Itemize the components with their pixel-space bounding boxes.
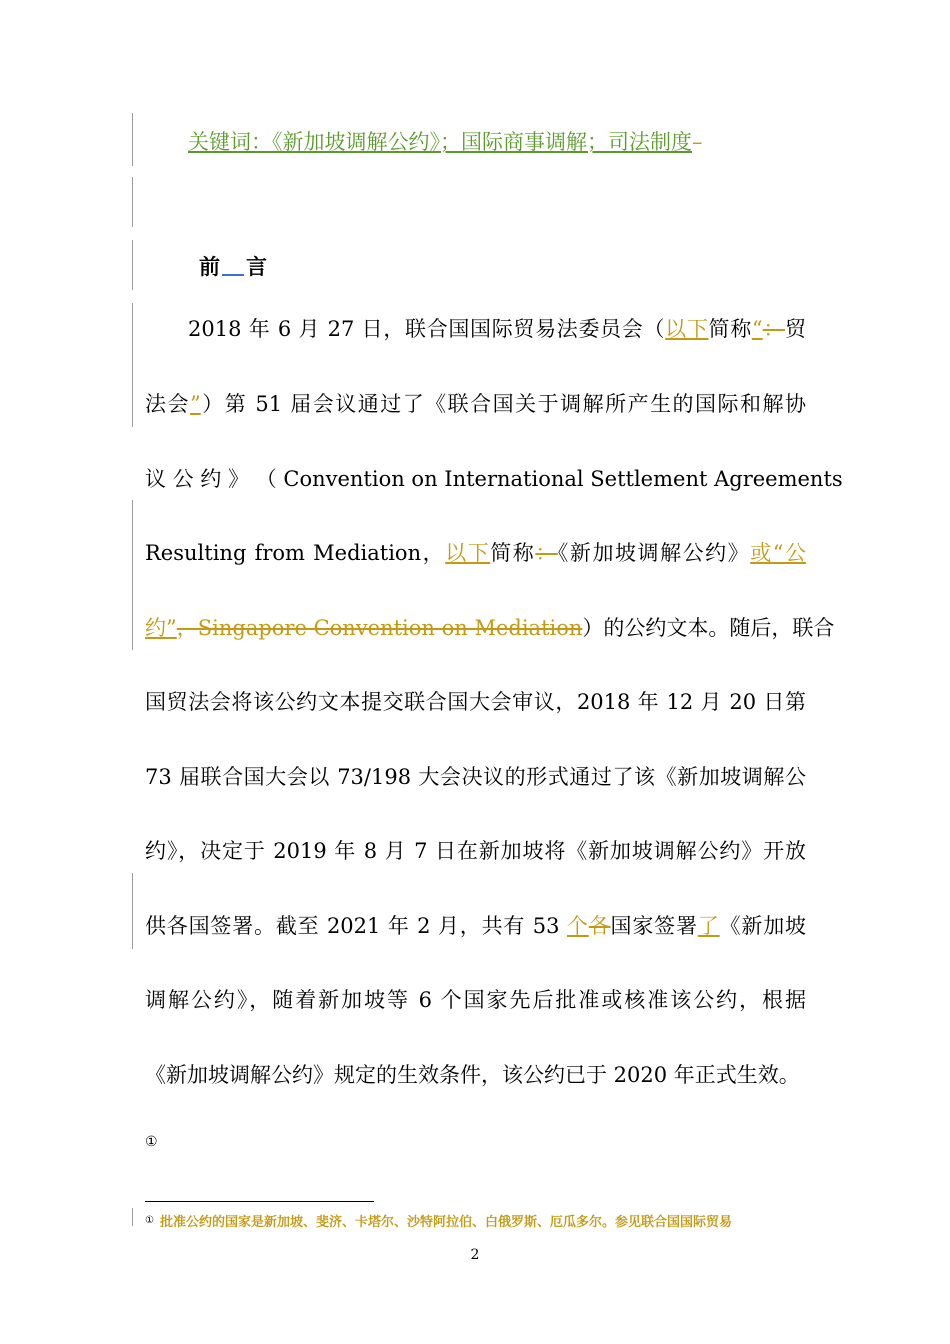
para-line-11: [145, 1061, 825, 1089]
para-line-9: [145, 912, 806, 940]
page-number: 2: [470, 1247, 480, 1263]
para-line-7: [145, 763, 806, 791]
change-bar: [132, 303, 133, 427]
insertion: ”: [189, 392, 201, 416]
change-bar: [132, 177, 133, 227]
para-line-3: [145, 465, 843, 493]
text-run: 调解公约》，随着新加坡等 6 个国家先后批准或核准该公约，根据: [145, 988, 806, 1012]
footnote: [145, 1212, 732, 1232]
footnote-text: 批准公约的国家是新加坡、斐济、卡塔尔、沙特阿拉伯、白俄罗斯、厄瓜多尔。参见联合国国际贸易: [159, 1215, 732, 1230]
para-line-6: [145, 688, 806, 716]
text-run: 法会: [145, 392, 190, 416]
heading-gap-mark: [222, 254, 244, 276]
heading-char-2: 言: [246, 254, 267, 279]
change-bar: [132, 1208, 133, 1226]
deletion: ，Singapore Convention on Mediation: [176, 616, 583, 640]
text-run: 简称: [708, 317, 752, 341]
para-line-10: [145, 986, 806, 1014]
keywords-line: [188, 128, 849, 156]
para-line-2: [145, 390, 806, 418]
para-line-4: [145, 539, 806, 567]
insertion: 以下: [445, 541, 491, 565]
insertion: “: [751, 317, 763, 341]
insertion: 或“公: [750, 541, 807, 565]
insertion: 约”: [145, 616, 177, 640]
change-bar: [132, 500, 133, 650]
change-bar: [132, 113, 133, 166]
footnote-mark: ①: [145, 1215, 154, 1226]
text-run: 贸: [785, 317, 806, 341]
text-run: 《新加坡: [719, 914, 807, 938]
text-run: 供各国签署。截至 2021 年 2 月，共有 53: [145, 914, 567, 938]
text-run: 简称: [490, 541, 536, 565]
text-run: 国家签署: [610, 914, 698, 938]
heading-char-1: 前: [199, 254, 220, 279]
text-run: Resulting from Mediation，: [145, 541, 446, 565]
text-run: 2018 年 6 月 27 日，联合国国际贸易法委员会（: [188, 317, 666, 341]
change-bar: [132, 873, 133, 949]
text-run: 《新加坡调解公约》: [557, 541, 751, 565]
insertion: 以下: [665, 317, 709, 341]
para-line-8: [145, 837, 806, 865]
para-line-5: [145, 614, 835, 642]
insertion: 了: [697, 914, 720, 938]
footnote-separator: [145, 1201, 374, 1202]
text-run: ）第 51 届会议通过了《联合国关于调解所产生的国际和解协: [200, 392, 806, 416]
deleted-mark: –: [692, 130, 703, 154]
footnote-reference[interactable]: ①: [145, 1134, 158, 1150]
text-run: 议 公 约 》 （ Convention on International Settlement Agreements: [145, 467, 843, 491]
insertion: 个: [566, 914, 589, 938]
text-run: ）的公约文本。随后，联合: [582, 616, 835, 640]
text-run: 国贸法会将该公约文本提交联合国大会审议，2018 年 12 月 20 日第: [145, 690, 806, 714]
text-run: 73 届联合国大会以 73/198 大会决议的形式通过了该《新加坡调解公: [145, 765, 806, 789]
keywords-text: 关键词：《新加坡调解公约》；国际商事调解；司法制度: [188, 130, 692, 154]
section-heading: [199, 253, 860, 281]
para-line-1: [188, 315, 806, 343]
text-run: 约》，决定于 2019 年 8 月 7 日在新加坡将《新加坡调解公约》开放: [145, 839, 806, 863]
text-run: 《新加坡调解公约》规定的生效条件，该公约已于 2020 年正式生效。: [145, 1063, 800, 1087]
change-bar: [132, 240, 133, 290]
deletion: ：: [762, 317, 785, 341]
deletion: 各: [588, 914, 611, 938]
deletion: ：: [535, 541, 558, 565]
